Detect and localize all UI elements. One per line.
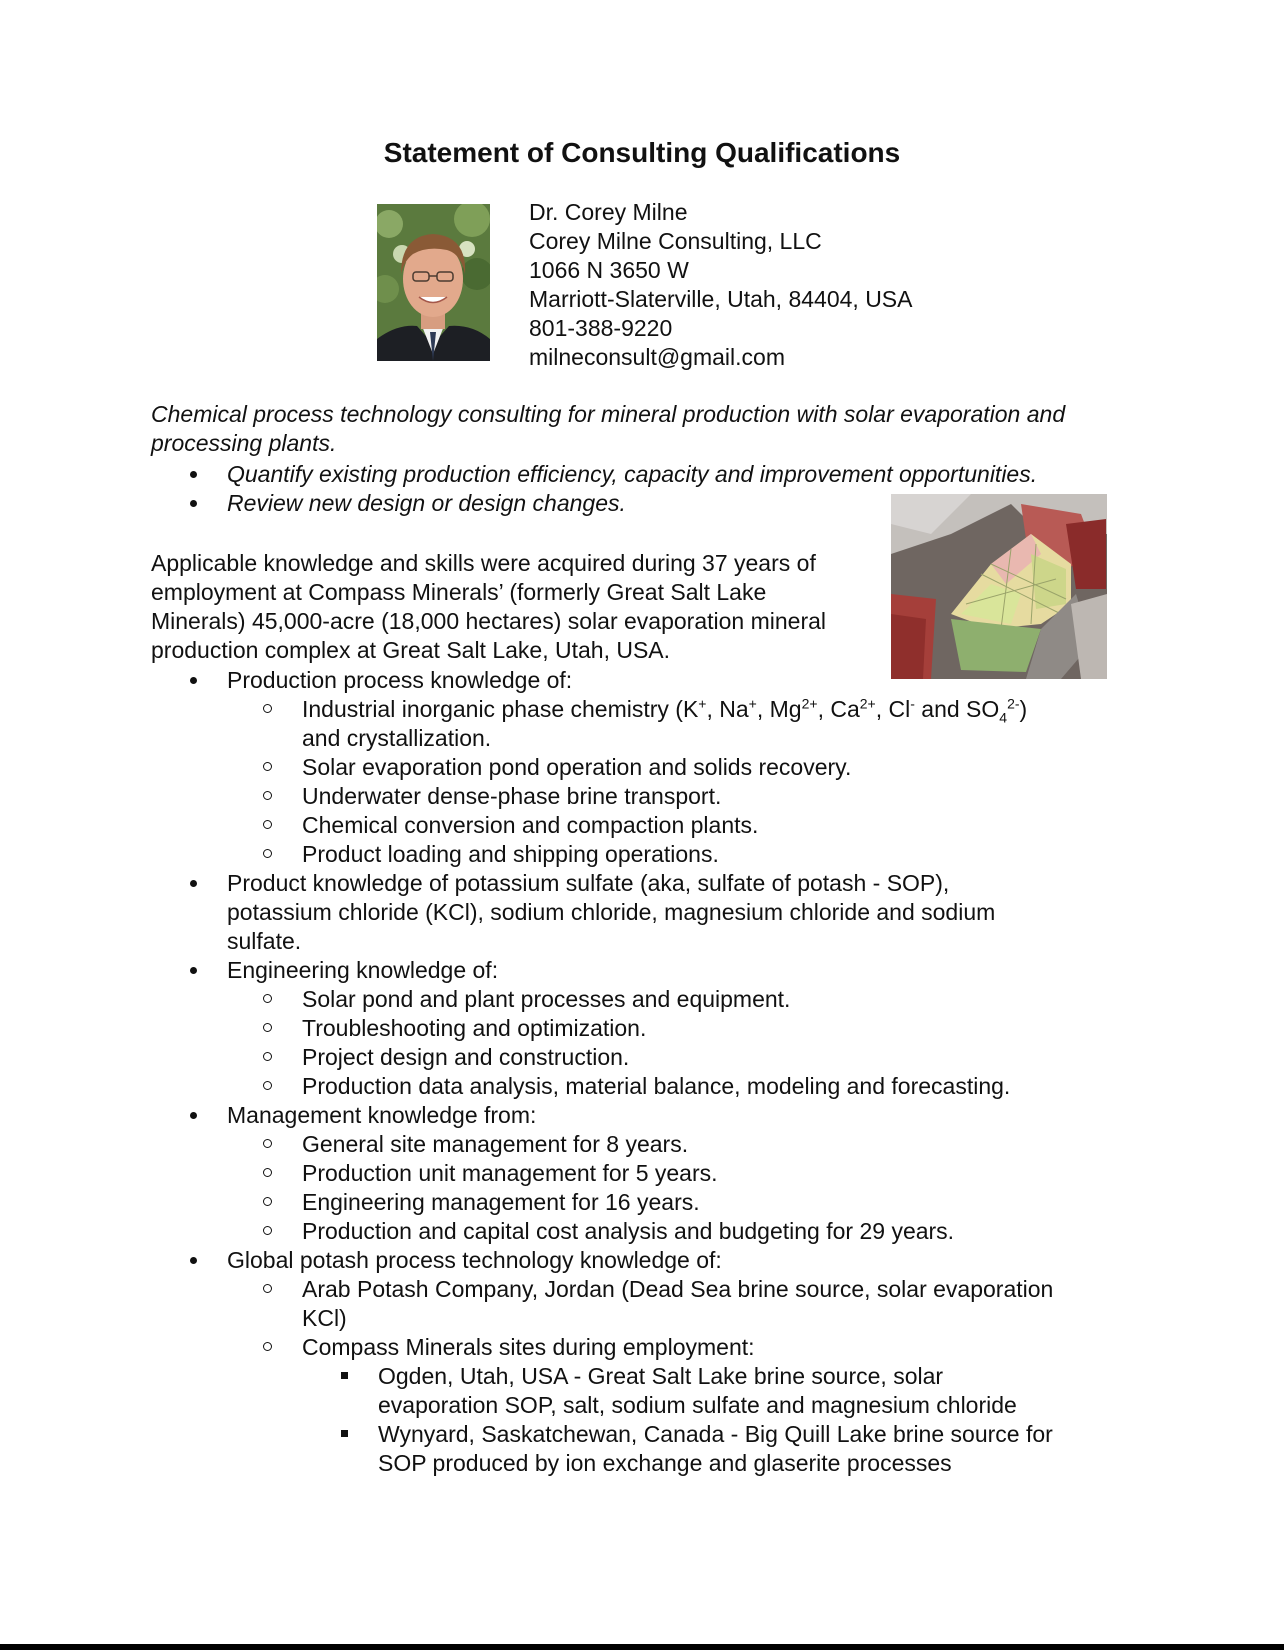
bullet-icon [190, 1257, 197, 1264]
contact-company: Corey Milne Consulting, LLC [529, 228, 822, 254]
list-item-continuation: and crystallization. [302, 725, 492, 751]
list-item-continuation: evaporation SOP, salt, sodium sulfate and magnesium chloride [378, 1392, 1017, 1418]
circle-bullet-icon [263, 704, 272, 713]
contact-city: Marriott-Slaterville, Utah, 84404, USA [529, 286, 913, 312]
square-bullet-icon [341, 1430, 348, 1437]
bullet-icon [190, 967, 197, 974]
circle-bullet-icon [263, 1023, 272, 1032]
circle-bullet-icon [263, 1342, 272, 1351]
chemistry-line: Industrial inorganic phase chemistry (K+, Na+, $Mg^{2+}$, $Ca^{2+}$, Cl- and $SO_4^{2-}$) [302, 695, 1028, 726]
contact-email[interactable]: milneconsult@gmail.com [529, 344, 785, 370]
list-item: Production and capital cost analysis and budgeting for 29 years. [151, 1217, 1141, 1246]
contact-block [529, 198, 913, 372]
list-item [151, 695, 1141, 724]
circle-bullet-icon [263, 791, 272, 800]
list-item: Product knowledge of potassium sulfate (aka, sulfate of potash - SOP), [151, 869, 1141, 898]
list-item: Solar pond and plant processes and equipment. [151, 985, 1141, 1014]
list-item: Engineering management for 16 years. [151, 1188, 1141, 1217]
list-item: Production unit management for 5 years. [151, 1159, 1141, 1188]
page-bottom-border [0, 1644, 1284, 1650]
list-item: Solar evaporation pond operation and solids recovery. [151, 753, 1141, 782]
list-item: Ogden, Utah, USA - Great Salt Lake brine source, solar [151, 1362, 1141, 1391]
page-title: Statement of Consulting Qualifications [383, 137, 901, 168]
list-item: Underwater dense-phase brine transport. [151, 782, 1141, 811]
circle-bullet-icon [263, 1081, 272, 1090]
list-item-continuation: KCl) [302, 1305, 347, 1331]
list-item: Production data analysis, material balance, modeling and forecasting. [151, 1072, 1141, 1101]
circle-bullet-icon [263, 1226, 272, 1235]
list-item: Chemical conversion and compaction plants. [151, 811, 1141, 840]
circle-bullet-icon [263, 1197, 272, 1206]
list-item: Review new design or design changes. [151, 489, 1151, 518]
circle-bullet-icon [263, 762, 272, 771]
contact-name: Dr. Corey Milne [529, 199, 688, 225]
aerial-pond-image [891, 494, 1107, 679]
intro-paragraph: Chemical process technology consulting for mineral production with solar evaporation and processing plants. [151, 401, 1066, 456]
list-item-continuation: SOP produced by ion exchange and glaserite processes [378, 1450, 952, 1476]
circle-bullet-icon [263, 849, 272, 858]
list-item: Engineering knowledge of: [151, 956, 1141, 985]
list-item-continuation: potassium chloride (KCl), sodium chloride, magnesium chloride and sodium [227, 899, 996, 925]
list-item: Quantify existing production efficiency, capacity and improvement opportunities. [151, 460, 1151, 489]
list-item: Troubleshooting and optimization. [151, 1014, 1141, 1043]
circle-bullet-icon [263, 1139, 272, 1148]
list-item: Arab Potash Company, Jordan (Dead Sea brine source, solar evaporation [151, 1275, 1141, 1304]
circle-bullet-icon [263, 1052, 272, 1061]
bullet-icon [190, 1112, 197, 1119]
knowledge-paragraph: Applicable knowledge and skills were acquired during 37 years of employment at Compass Minerals’ (formerly Great Salt Lake Minerals) 45,000-acre (18,000 hectares) solar evaporation mineral production complex at Great Salt Lake, Utah, USA. [151, 550, 827, 663]
list-item: Wynyard, Saskatchewan, Canada - Big Quill Lake brine source for [151, 1420, 1141, 1449]
skills-list [151, 666, 1141, 1478]
list-item: Management knowledge from: [151, 1101, 1141, 1130]
portrait-photo [377, 204, 490, 361]
bullet-icon [190, 677, 197, 684]
list-item: Production process knowledge of: [151, 666, 1141, 695]
square-bullet-icon [341, 1372, 348, 1379]
bullet-icon [190, 500, 197, 507]
bullet-icon [190, 880, 197, 887]
circle-bullet-icon [263, 994, 272, 1003]
list-item: General site management for 8 years. [151, 1130, 1141, 1159]
contact-phone: 801-388-9220 [529, 315, 673, 341]
list-item: Global potash process technology knowledge of: [151, 1246, 1141, 1275]
circle-bullet-icon [263, 1284, 272, 1293]
bullet-icon [190, 471, 197, 478]
list-item: Product loading and shipping operations. [151, 840, 1141, 869]
list-item: Project design and construction. [151, 1043, 1141, 1072]
circle-bullet-icon [263, 1168, 272, 1177]
contact-address: 1066 N 3650 W [529, 257, 689, 283]
circle-bullet-icon [263, 820, 272, 829]
list-item-continuation: sulfate. [227, 928, 302, 954]
list-item: Compass Minerals sites during employment: [151, 1333, 1141, 1362]
